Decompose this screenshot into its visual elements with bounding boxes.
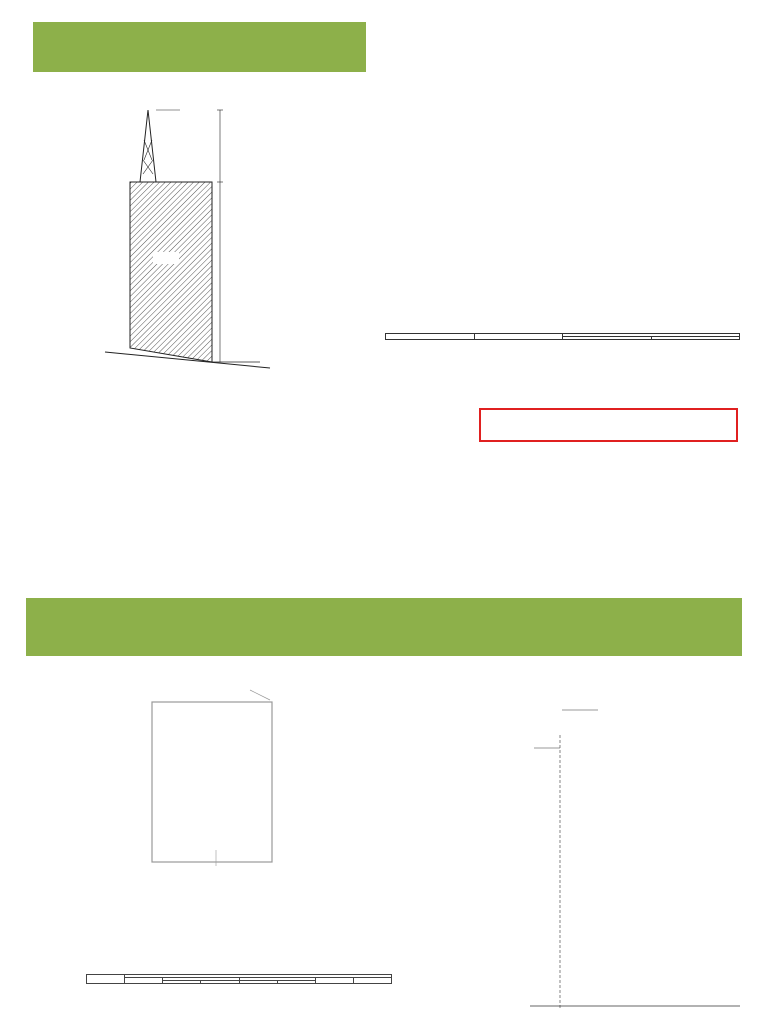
r3-highlight-box xyxy=(479,408,738,442)
r1-header xyxy=(125,978,163,984)
r3-basic-header xyxy=(239,981,277,984)
figure-viii-3-diagram xyxy=(130,680,330,890)
building-body xyxy=(130,182,212,362)
col-character-of-use xyxy=(386,334,475,340)
yard-header xyxy=(87,975,125,984)
table-vii-2 xyxy=(385,333,740,340)
col-storeys xyxy=(563,337,652,340)
col-type-of-building xyxy=(474,334,563,340)
spire-shape xyxy=(140,110,156,182)
r2-max-header xyxy=(201,981,239,984)
section-707-text xyxy=(370,14,762,48)
figure-vii-3-diagram xyxy=(100,100,370,400)
r4-header xyxy=(315,978,353,984)
r2-basic-header xyxy=(163,981,201,984)
r5-header xyxy=(353,978,391,984)
incremental-setback-diagram xyxy=(490,665,760,1024)
section-707-banner xyxy=(33,22,366,72)
table-viii-2 xyxy=(86,974,392,984)
lot-boundary xyxy=(152,702,272,862)
r3-max-header xyxy=(277,981,315,984)
rule-viii-banner xyxy=(26,598,742,656)
col-meters xyxy=(651,337,740,340)
